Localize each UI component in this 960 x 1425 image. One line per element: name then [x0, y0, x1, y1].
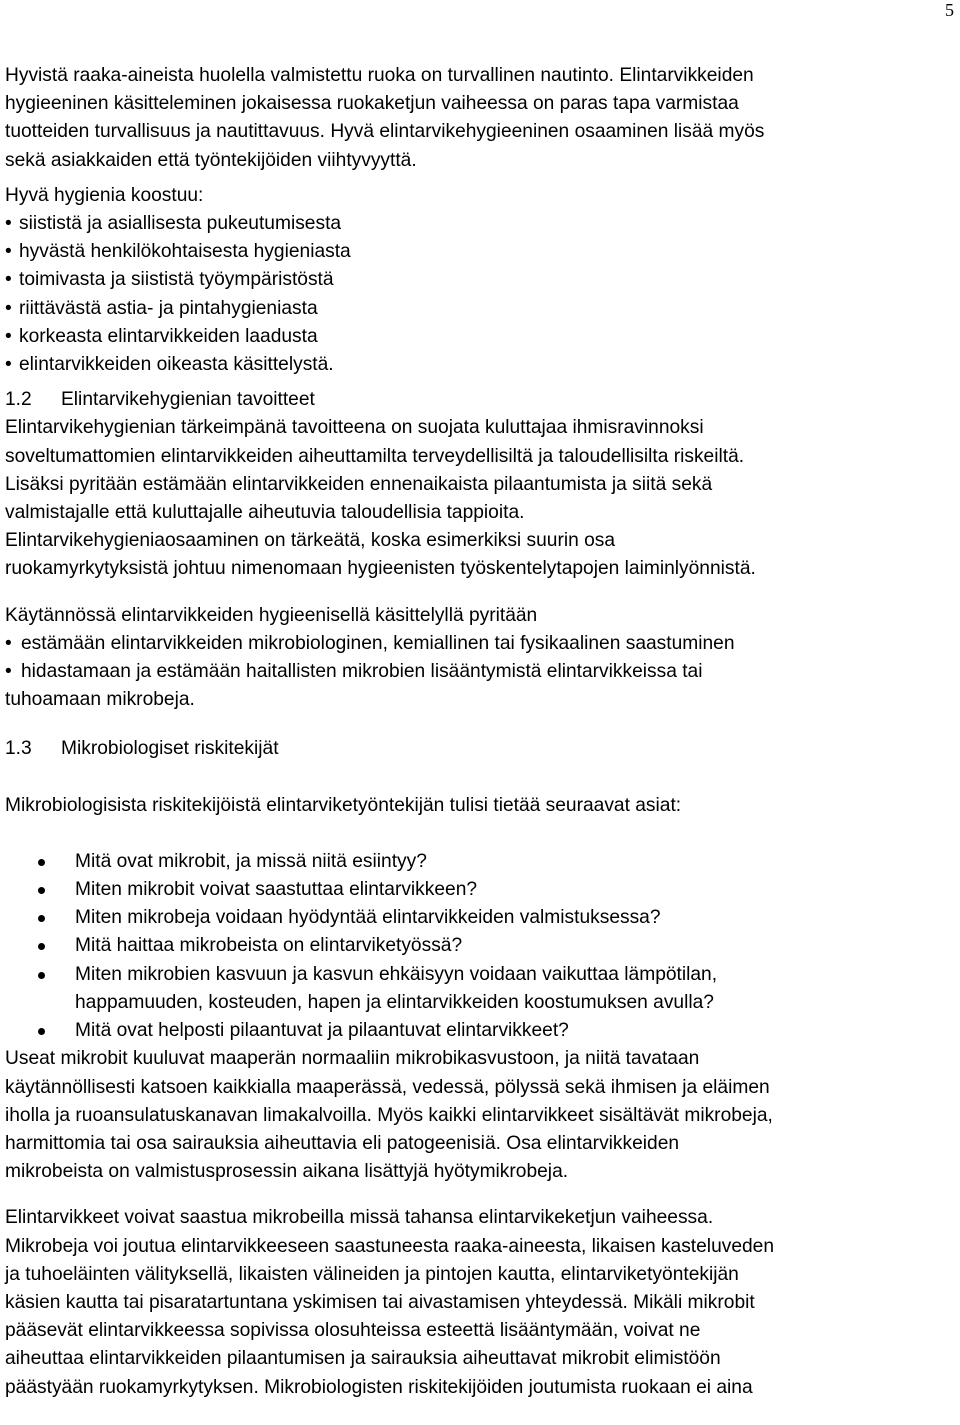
bullet-icon	[38, 915, 45, 922]
list-item: • siististä ja asiallisesta pukeutumisesta	[5, 210, 955, 238]
text-line: käsien kautta tai pisaratartuntana yskimisen tai aivastamisen yhteydessä. Mikäli mikrobit	[5, 1291, 755, 1313]
practice-block	[5, 602, 955, 715]
text-line: Elintarvikkeet voivat saastua mikrobeilla missä tahansa elintarvikeketjun vaiheessa.	[5, 1207, 714, 1229]
list-item: • estämään elintarvikkeiden mikrobiologinen, kemiallinen tai fysikaalinen saastuminen	[5, 630, 955, 658]
text-line: Useat mikrobit kuuluvat maaperän normaaliin mikrobikasvustoon, ja niitä tavataan	[5, 1048, 700, 1070]
text-line: Elintarvikehygieniaosaaminen on tärkeätä, koska esimerkiksi suurin osa	[5, 530, 616, 552]
text-line: pääsevät elintarvikkeessa sopivissa olosuhteissa esteettä lisääntymään, voivat ne	[5, 1320, 701, 1342]
section-title: Elintarvikehygienian tavoitteet	[61, 389, 315, 411]
text-line: Elintarvikehygienian tärkeimpänä tavoitteena on suojata kuluttajaa ihmisravinnoksi	[5, 417, 704, 439]
list-item: Miten mikrobit voivat saastuttaa elintarvikkeen?	[5, 876, 955, 904]
intro-paragraph	[5, 62, 955, 175]
text-line: päästyään ruokamyrkytyksen. Mikrobiologisten riskitekijöiden joutumista ruokaan ei aina	[5, 1376, 753, 1398]
practice-intro: Käytännössä elintarvikkeiden hygieenisellä käsittelyllä pyritään	[5, 604, 538, 626]
text-line: sekä asiakkaiden että työntekijöiden viihtyvyyttä.	[5, 149, 417, 171]
hygiene-list-block	[5, 182, 955, 379]
bullet-icon: •	[5, 661, 12, 683]
text-line: Hyvistä raaka-aineista huolella valmistettu ruoka on turvallinen nautinto. Elintarvikkeiden	[5, 65, 754, 86]
text-line: Lisäksi pyritään estämään elintarvikkeiden ennenaikaista pilaantumista ja siitä sekä	[5, 473, 713, 495]
question-list	[5, 848, 955, 1045]
list-item: Miten mikrobeja voidaan hyödyntää elintarvikkeiden valmistuksessa?	[5, 904, 955, 932]
section-1-2	[5, 386, 955, 583]
section-number: 1.3	[5, 738, 32, 760]
document-body	[5, 62, 955, 1402]
text-line: käytännöllisesti katsoen kaikkialla maaperässä, vedessä, pölyssä sekä ihmisen ja eläimen	[5, 1076, 770, 1098]
section-intro: Mikrobiologisista riskitekijöistä elintarviketyöntekijän tulisi tietää seuraavat asiat:	[5, 794, 682, 816]
paragraph	[5, 1045, 955, 1186]
text-line: valmistajalle että kuluttajalle aiheutuvia taloudellisia tappioita.	[5, 502, 525, 524]
bullet-icon	[38, 859, 45, 866]
text-line: harmittomia tai osa sairauksia aiheuttavia eli patogeenisiä. Osa elintarvikkeiden	[5, 1132, 680, 1154]
text-line: mikrobeista on valmistusprosessin aikana lisättyjä hyötymikrobeja.	[5, 1161, 569, 1183]
text-line: tuhoamaan mikrobeja.	[5, 689, 195, 711]
text-line: hygieeninen käsitteleminen jokaisessa ruokaketjun vaiheessa on paras tapa varmistaa	[5, 93, 739, 115]
list-item: Mitä haittaa mikrobeista on elintarviketyössä?	[5, 932, 955, 960]
section-title: Mikrobiologiset riskitekijät	[61, 738, 279, 760]
bullet-icon: •	[5, 297, 12, 319]
bullet-icon	[38, 887, 45, 894]
paragraph	[5, 1204, 955, 1401]
list-item: • toimivasta ja siististä työympäristöstä	[5, 266, 955, 294]
list-item: • korkeasta elintarvikkeiden laadusta	[5, 323, 955, 351]
page-number: 5	[945, 0, 954, 20]
text-line: tuotteiden turvallisuus ja nautittavuus. Hyvä elintarvikehygieeninen osaaminen lisää myös	[5, 121, 765, 143]
bullet-icon: •	[5, 632, 12, 654]
list-item: • riittävästä astia- ja pintahygieniasta	[5, 295, 955, 323]
bullet-icon	[38, 1028, 45, 1035]
section-1-3	[5, 735, 955, 1401]
text-line: iholla ja ruoansulatuskanavan limakalvoilla. Myös kaikki elintarvikkeet sisältävät mikrobeja,	[5, 1104, 773, 1126]
list-item: • hidastamaan ja estämään haitallisten mikrobien lisääntymistä elintarvikkeissa tai	[5, 658, 955, 686]
bullet-icon: •	[5, 354, 12, 376]
list-item: • elintarvikkeiden oikeasta käsittelystä.	[5, 351, 955, 379]
bullet-icon	[38, 972, 45, 979]
bullet-icon: •	[5, 241, 12, 263]
list-item: Miten mikrobien kasvuun ja kasvun ehkäisyyn voidaan vaikuttaa lämpötilan, happamuuden, kosteuden, hapen ja elintarvikkeiden koostumuksen avulla?	[5, 961, 955, 1017]
bullet-icon: •	[5, 325, 12, 347]
bullet-icon: •	[5, 269, 12, 291]
section-heading	[5, 386, 955, 414]
hygiene-intro: Hyvä hygienia koostuu:	[5, 184, 204, 206]
text-line: ruokamyrkytyksistä johtuu nimenomaan hygieenisten työskentelytapojen laiminlyönnistä.	[5, 558, 756, 580]
list-item: • hyvästä henkilökohtaisesta hygieniasta	[5, 238, 955, 266]
list-item: Mitä ovat mikrobit, ja missä niitä esiintyy?	[5, 848, 955, 876]
bullet-icon	[38, 943, 45, 950]
section-number: 1.2	[5, 389, 32, 411]
list-item: Mitä ovat helposti pilaantuvat ja pilaantuvat elintarvikkeet?	[5, 1017, 955, 1045]
section-heading	[5, 735, 955, 763]
text-line: aiheuttaa elintarvikkeiden pilaantumisen ja sairauksia aiheuttavat mikrobit elimistöön	[5, 1348, 721, 1370]
text-line: Mikrobeja voi joutua elintarvikkeeseen saastuneesta raaka-aineesta, likaisen kasteluveden	[5, 1235, 775, 1257]
text-line: ja tuhoeläinten välityksellä, likaisten välineiden ja pintojen kautta, elintarviketyöntekijän	[5, 1263, 739, 1285]
text-line: soveltumattomien elintarvikkeiden aiheuttamilta terveydellisiltä ja taloudellisilta riskeiltä.	[5, 445, 745, 467]
bullet-icon: •	[5, 213, 12, 235]
